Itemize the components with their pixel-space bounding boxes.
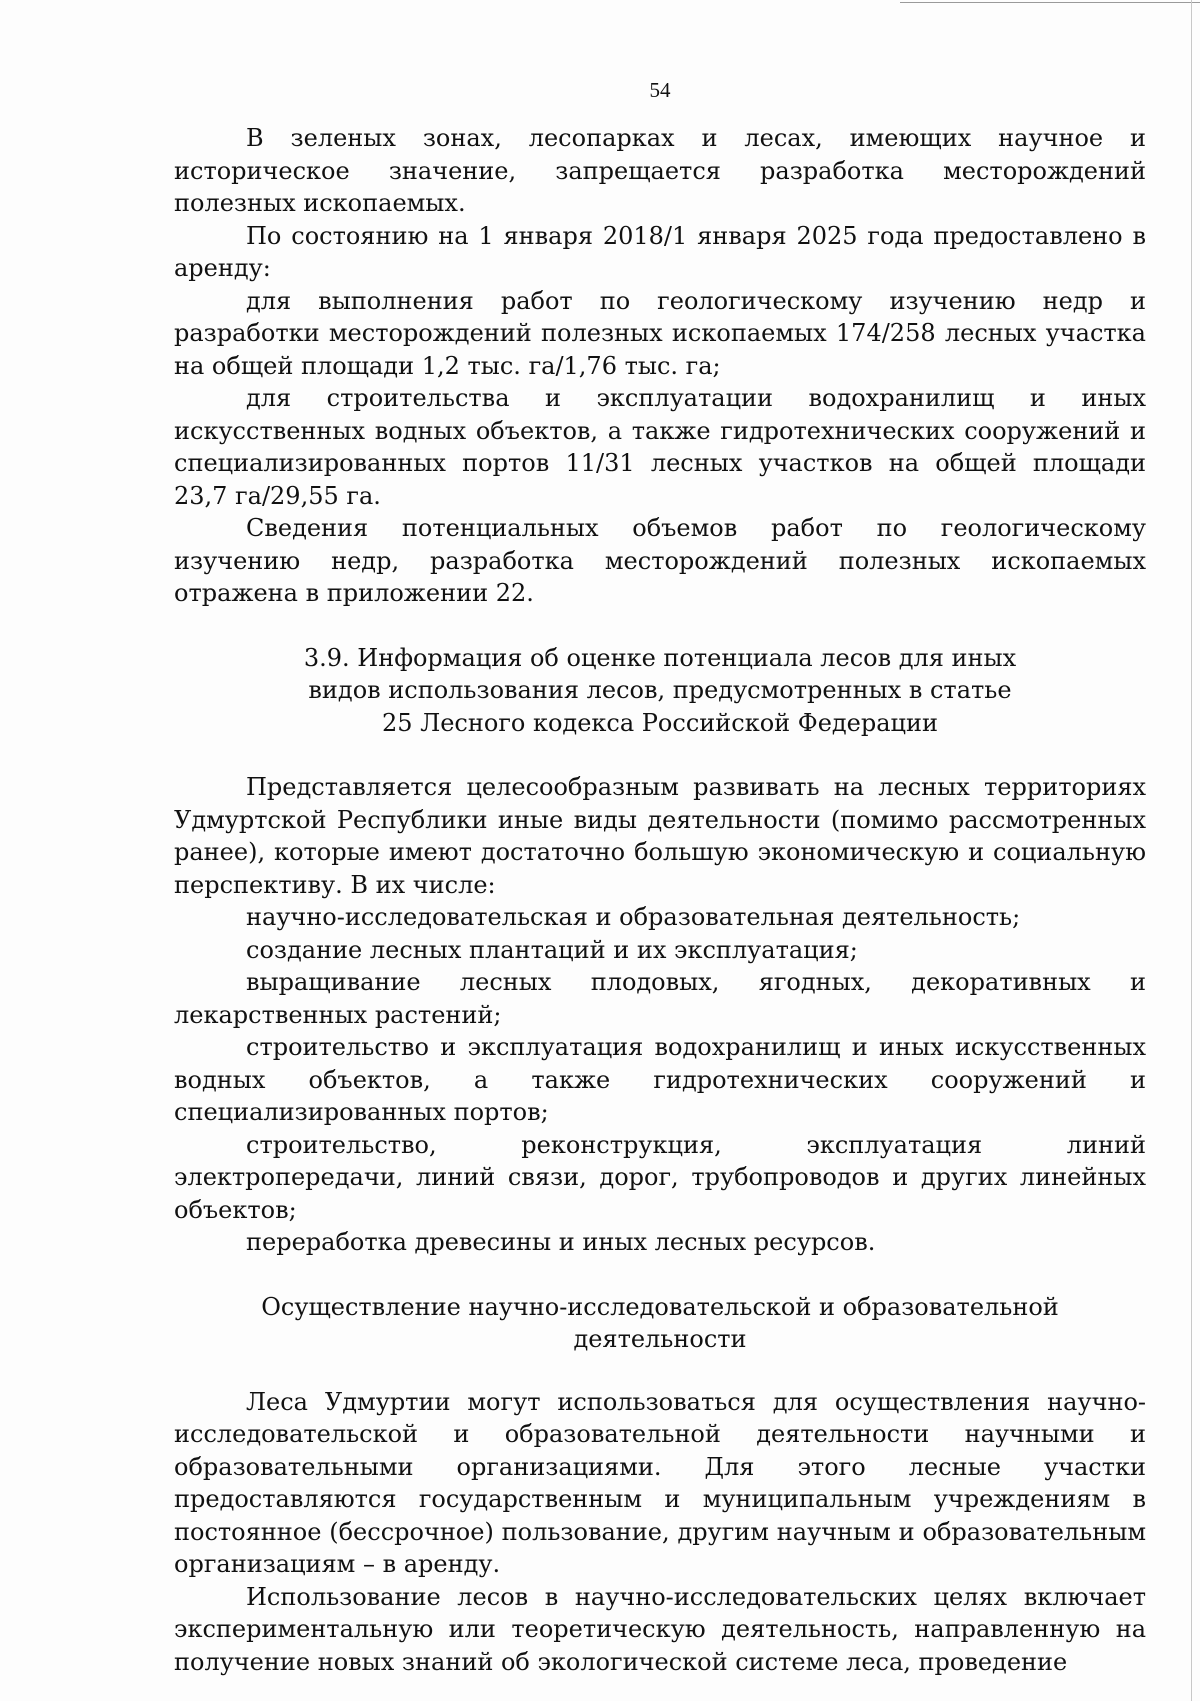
list-item: строительство и эксплуатация водохранилищ и иных искусственных водных объектов, а также гидротехнических сооружений и специализированных портов; [174,1033,1146,1126]
paragraph: для выполнения работ по геологическому изучению недр и разработки месторождений полезных ископаемых 174/258 лесных участка на общей площади 1,2 тыс. га/1,76 тыс. га; [174,286,1146,380]
heading-line: видов использования лесов, предусмотренных в статье [308,676,1012,704]
paragraph: Леса Удмуртии могут использоваться для осуществления научно-исследовательской и образовательной деятельности научными и образовательными организациями. Для этого лесные участки предоставляются государственным и муниципальным учреждениям в постоянное (бессрочное) пользование, другим научным и образовательным организациям – в аренду. [174,1387,1146,1578]
page-number: 54 [649,78,671,102]
paragraph: Представляется целесообразным развивать на лесных территориях Удмуртской Республики иные виды деятельности (помимо рассмотренных ранее), которые имеют достаточно большую экономическую и социальную перспективу. В их числе: [174,773,1146,899]
paragraph: В зеленых зонах, лесопарках и лесах, имеющих научное и историческое значение, запрещается разработка месторождений полезных ископаемых. [174,124,1146,217]
heading-line: 3.9. Информация об оценке потенциала лесов для иных [303,643,1017,672]
scan-edge-top [900,2,1200,3]
document-body [174,122,1146,1678]
scan-edge-right [1191,0,1192,1701]
list-item: выращивание лесных плодовых, ягодных, декоративных и лекарственных растений; [174,968,1146,1029]
heading-line: деятельности [573,1325,747,1353]
section-heading-3-9 [174,642,1146,740]
list-item: переработка древесины и иных лесных ресурсов. [246,1228,876,1256]
list-item: строительство, реконструкция, эксплуатация линий электропередачи, линий связи, дорог, трубопроводов и других линейных объектов; [174,1130,1146,1224]
paragraph: Использование лесов в научно-исследовательских целях включает экспериментальную или теоретическую деятельность, направленную на получение новых знаний об экологической системе леса, проведение [174,1582,1146,1676]
list-item: научно-исследовательская и образовательная деятельность; [246,903,1021,931]
heading-line: 25 Лесного кодекса Российской Федерации [382,708,938,737]
paragraph: По состоянию на 1 января 2018/1 января 2025 года предоставлено в аренду: [174,221,1146,282]
heading-line: Осуществление научно-исследовательской и образовательной [261,1292,1059,1321]
subsection-heading-research [174,1291,1146,1356]
paragraph: для строительства и эксплуатации водохранилищ и иных искусственных водных объектов, а также гидротехнических сооружений и специализированных портов 11/31 лесных участков на общей площади 23,7 га/29,55 га. [174,384,1146,510]
paragraph: Сведения потенциальных объемов работ по геологическому изучению недр, разработка месторождений полезных ископаемых отражена в приложении 22. [174,514,1146,607]
list-item: создание лесных плантаций и их эксплуатация; [246,935,858,964]
